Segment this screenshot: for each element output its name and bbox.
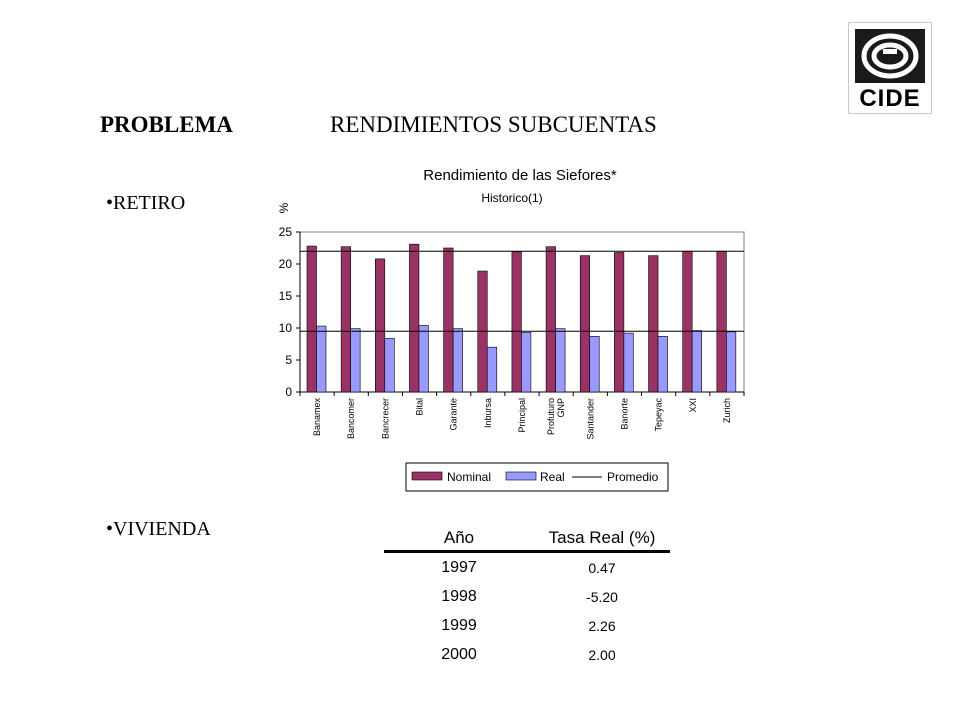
x-tick-label: Inbursa bbox=[482, 398, 493, 429]
x-tick-label: Profuturo bbox=[546, 398, 557, 436]
chart-title: Rendimiento de las Siefores* bbox=[423, 167, 617, 184]
bar-real bbox=[624, 333, 634, 392]
x-tick-label: Garante bbox=[448, 398, 459, 431]
tasa-real-table bbox=[384, 526, 670, 669]
legend bbox=[406, 463, 668, 491]
chart-subtitle: Historico(1) bbox=[481, 191, 543, 205]
bar-real bbox=[317, 326, 327, 392]
y-tick-label: 0 bbox=[285, 385, 292, 399]
bar-real bbox=[419, 325, 429, 392]
rate-cell: 2.26 bbox=[588, 617, 616, 634]
year-cell: 2000 bbox=[441, 645, 477, 663]
bar-nominal bbox=[546, 247, 556, 392]
bar-nominal bbox=[717, 251, 727, 392]
table-header-row bbox=[384, 526, 670, 552]
year-cell: 1998 bbox=[441, 587, 477, 605]
logo-text: CIDE bbox=[859, 85, 921, 112]
bar-real bbox=[590, 336, 600, 392]
heading-rendimientos: RENDIMIENTOS SUBCUENTAS bbox=[330, 112, 657, 137]
x-tick-label: Tepeyac bbox=[653, 398, 664, 432]
bar-real bbox=[453, 329, 463, 392]
rate-cell: -5.20 bbox=[586, 588, 618, 605]
bar-nominal bbox=[375, 259, 385, 392]
y-tick-label: 20 bbox=[278, 257, 292, 271]
year-cell: 1999 bbox=[441, 616, 477, 634]
bar-real bbox=[385, 338, 395, 392]
x-tick-label: Zurich bbox=[721, 398, 732, 424]
bar-nominal bbox=[341, 247, 351, 392]
x-tick-label: XXI bbox=[687, 398, 698, 413]
bar-nominal bbox=[512, 252, 522, 392]
table-row bbox=[384, 582, 670, 611]
legend-swatch-nominal bbox=[412, 472, 442, 480]
bar-nominal bbox=[649, 256, 659, 392]
x-tick-label: Santander bbox=[585, 398, 596, 440]
bar-nominal bbox=[683, 251, 693, 392]
header-ano: Año bbox=[384, 526, 534, 552]
x-tick-label: Bital bbox=[414, 398, 425, 416]
bar-real bbox=[658, 336, 668, 392]
rate-cell: 2.00 bbox=[588, 646, 616, 663]
x-tick-label: Principal bbox=[517, 398, 527, 433]
bar-real bbox=[521, 332, 531, 392]
bar-real bbox=[487, 347, 497, 392]
y-tick-label: 25 bbox=[278, 225, 292, 239]
legend-label-real: Real bbox=[540, 470, 565, 484]
table-row bbox=[384, 640, 670, 669]
y-tick-label: 15 bbox=[278, 289, 292, 303]
bar-real bbox=[726, 332, 736, 392]
table-row bbox=[384, 552, 670, 583]
x-tick-label: Banorte bbox=[619, 398, 630, 430]
rate-cell: 0.47 bbox=[588, 559, 616, 576]
bar-nominal bbox=[580, 256, 590, 392]
x-tick-label: Banamex bbox=[312, 398, 323, 437]
bar-nominal bbox=[614, 252, 624, 392]
bar-real bbox=[556, 329, 566, 392]
bar-real bbox=[351, 329, 361, 392]
x-tick-label: Bancomer bbox=[346, 398, 357, 440]
table-row bbox=[384, 611, 670, 640]
legend-label-nominal: Nominal bbox=[447, 470, 492, 484]
legend-label-promedio: Promedio bbox=[607, 470, 659, 484]
bar-real bbox=[692, 331, 702, 392]
bullet-retiro: •RETIRO bbox=[106, 192, 186, 214]
x-tick-label: Bancrecer bbox=[380, 398, 391, 440]
heading-problema: PROBLEMA bbox=[100, 112, 233, 137]
header-tasa-real: Tasa Real (%) bbox=[534, 526, 670, 552]
bar-nominal bbox=[444, 248, 454, 392]
y-axis-label: % bbox=[277, 202, 291, 214]
bar-nominal bbox=[307, 246, 317, 392]
bar-nominal bbox=[409, 244, 419, 392]
year-cell: 1997 bbox=[441, 558, 477, 576]
bullet-vivienda: •VIVIENDA bbox=[106, 518, 211, 540]
x-tick-label: GNP bbox=[556, 398, 567, 418]
y-tick-label: 10 bbox=[278, 321, 292, 335]
y-tick-label: 5 bbox=[285, 353, 292, 367]
legend-swatch-real bbox=[506, 472, 536, 480]
